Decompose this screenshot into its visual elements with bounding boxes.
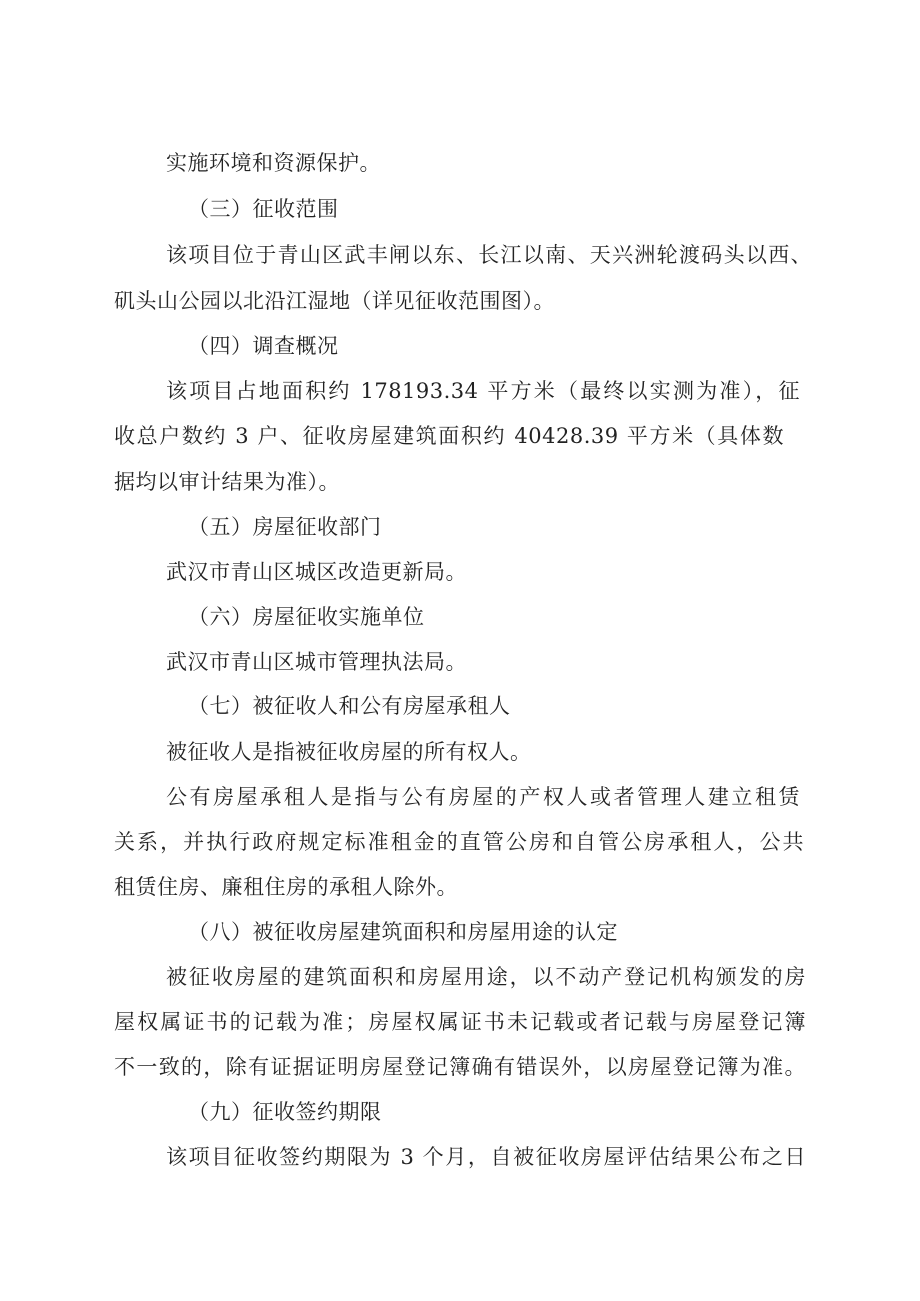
section-heading: （九）征收签约期限	[188, 1100, 382, 1124]
text-line: 关系，并执行政府规定标准租金的直管公房和自管公房承租人，公共	[114, 830, 804, 854]
text-line: 被征收人是指被征收房屋的所有权人。	[166, 740, 532, 764]
text-line: 该项目征收签约期限为 3 个月，自被征收房屋评估结果公布之日	[166, 1145, 806, 1169]
text-line: 武汉市青山区城市管理执法局。	[166, 650, 467, 674]
text-line: 屋权属证书的记载为准；房屋权属证书未记载或者记载与房屋登记簿	[114, 1010, 806, 1034]
text-line: 实施环境和资源保护。	[166, 151, 381, 175]
text-line: 该项目占地面积约 178193.34 平方米（最终以实测为准），征	[166, 379, 800, 403]
section-heading: （四）调查概况	[188, 334, 339, 358]
text-line: 该项目位于青山区武丰闸以东、长江以南、天兴洲轮渡码头以西、	[166, 243, 812, 267]
text-line: 收总户数约 3 户、征收房屋建筑面积约 40428.39 平方米（具体数	[114, 424, 784, 448]
section-heading: （六）房屋征收实施单位	[188, 605, 425, 629]
section-heading: （三）征收范围	[188, 197, 339, 221]
text-line: 公有房屋承租人是指与公有房屋的产权人或者管理人建立租赁	[166, 785, 800, 809]
text-line: 矶头山公园以北沿江湿地（详见征收范围图）。	[114, 289, 555, 313]
text-line: 武汉市青山区城区改造更新局。	[166, 560, 467, 584]
section-heading: （五）房屋征收部门	[188, 515, 382, 539]
text-line: 租赁住房、廉租住房的承租人除外。	[114, 875, 458, 899]
text-line: 据均以审计结果为准）。	[114, 470, 340, 494]
text-line: 被征收房屋的建筑面积和房屋用途，以不动产登记机构颁发的房	[166, 965, 806, 989]
section-heading: （八）被征收房屋建筑面积和房屋用途的认定	[188, 920, 618, 944]
section-heading: （七）被征收人和公有房屋承租人	[188, 694, 511, 718]
text-line: 不一致的，除有证据证明房屋登记簿确有错误外，以房屋登记簿为准。	[114, 1055, 806, 1079]
